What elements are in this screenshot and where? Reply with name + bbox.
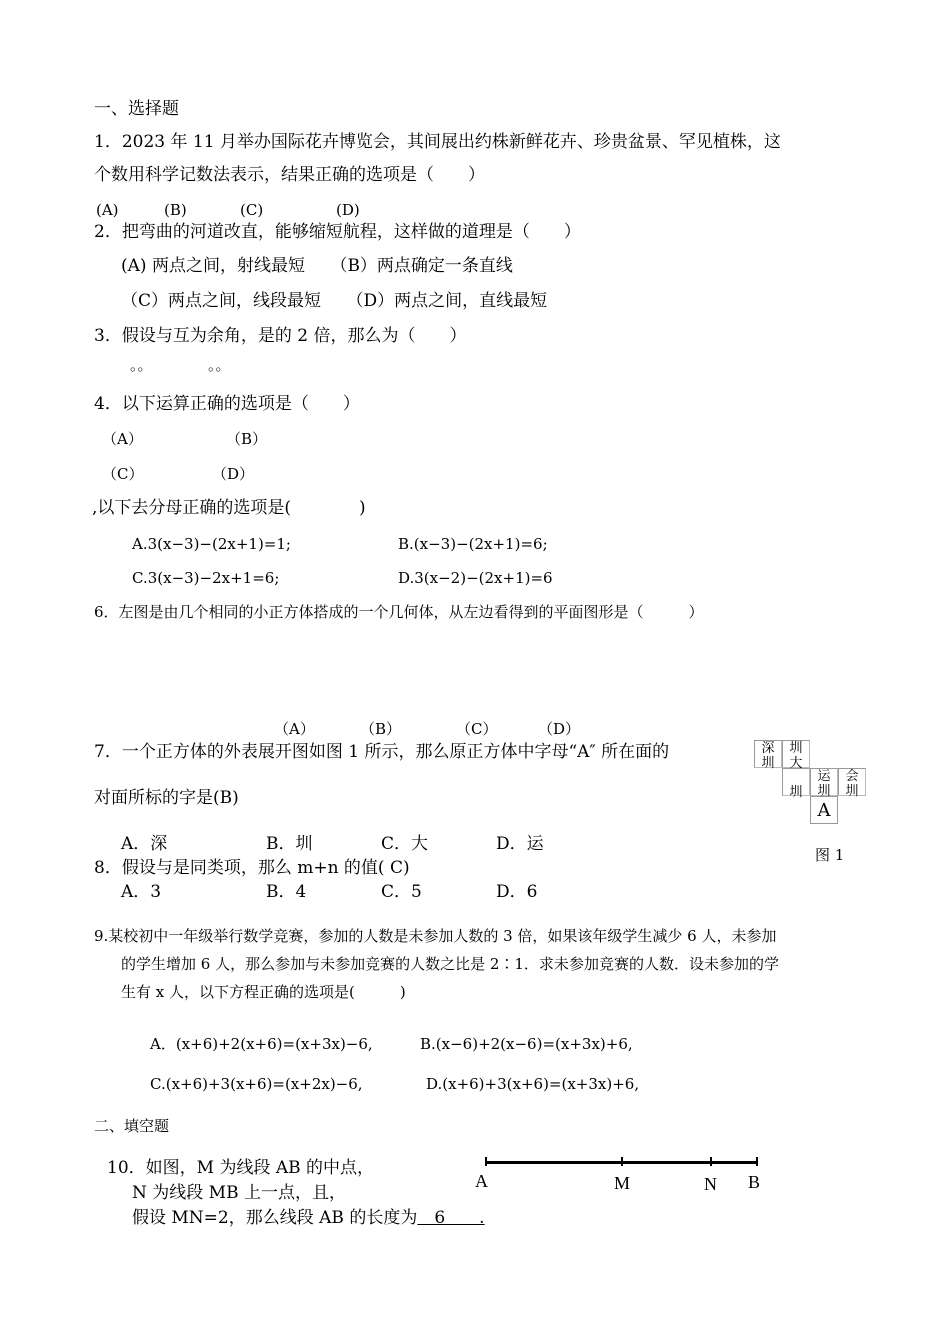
net-face-5-char1: 会 (845, 769, 859, 784)
q6-option-c: （C） (456, 720, 498, 738)
q10-line1: 10．如图，M 为线段 AB 的中点， (107, 1158, 375, 1178)
q5-option-c: C.3(x−3)−2x+1=6; (132, 569, 280, 587)
q1-option-b: (B) (164, 201, 187, 219)
q7-option-d: D．运 (496, 834, 544, 854)
q2-options-row1: (A) 两点之间，射线最短 （B）两点确定一条直线 (121, 256, 513, 276)
q8-option-c: C．5 (381, 882, 422, 902)
q2-options-row2: （C）两点之间，线段最短 （D）两点之间，直线最短 (121, 291, 548, 311)
q6-option-b: （B） (360, 720, 402, 738)
q7-option-b: B．圳 (266, 834, 313, 854)
net-face-2-char2: 大 (789, 756, 803, 771)
q5-option-d: D.3(x−2)−(2x+1)=6 (398, 569, 553, 587)
net-face-2-char1: 圳 (789, 741, 803, 756)
q5-option-b: B.(x−3)−(2x+1)=6; (398, 535, 548, 553)
q1-option-c: (C) (240, 201, 264, 219)
q10-line2: N 为线段 MB 上一点，且， (132, 1183, 346, 1203)
net-face-5-char2: 圳 (845, 784, 859, 799)
q8-option-d: D．6 (496, 882, 538, 902)
net-face-a: A (810, 796, 838, 824)
q8-option-b: B．4 (266, 882, 307, 902)
section-fill-heading: 二、填空题 (94, 1117, 170, 1135)
q9-option-a: A．(x+6)+2(x+6)=(x+3x)−6, (150, 1035, 373, 1053)
q7-line2: 对面所标的字是(B) (94, 788, 239, 808)
q1-option-a: (A) (96, 201, 119, 219)
q6-option-d: （D） (538, 720, 581, 738)
net-face-2 (782, 740, 810, 771)
net-face-3-char1: 圳 (789, 785, 803, 800)
q7-line1: 7．一个正方体的外表展开图如图 1 所示，那么原正方体中字母“A″ 所在面的 (94, 742, 670, 762)
q9-line1: 9.某校初中一年级举行数学竞赛，参加的人数是未参加人数的 3 倍，如果该年级学生减少 6 人，未参加 (94, 927, 777, 945)
net-face-4 (810, 768, 838, 799)
net-face-1 (754, 740, 782, 771)
q9-option-b: B.(x−6)+2(x−6)=(x+3x)+6, (420, 1035, 633, 1053)
tick-a (485, 1157, 487, 1166)
label-b: B (748, 1172, 761, 1192)
tick-b (756, 1157, 758, 1166)
q10-question: 假设 MN=2，那么线段 AB 的长度为 (132, 1208, 418, 1228)
figure-1-caption: 图 1 (815, 846, 845, 864)
tick-n (710, 1157, 712, 1166)
net-face-1-char2: 圳 (761, 756, 775, 771)
q8-text: 8．假设与是同类项，那么 m+n 的值( C) (94, 858, 410, 878)
q10-answer: 6 . (417, 1208, 485, 1228)
q7-option-c: C．大 (381, 834, 429, 854)
net-face-3 (782, 768, 810, 800)
q4-option-a: （A） (102, 430, 143, 448)
q5-option-a: A.3(x−3)−(2x+1)=1; (132, 535, 291, 553)
q1-line1: 1．2023 年 11 月举办国际花卉博览会，其间展出约株新鲜花卉、珍贵盆景、罕见植株，这 (94, 132, 781, 152)
q3-text: 3．假设与互为余角，是的 2 倍，那么为（ ） (94, 326, 467, 346)
label-a: A (475, 1171, 488, 1191)
net-face-4-char1: 运 (817, 769, 831, 784)
q9-option-c: C.(x+6)+3(x+6)=(x+2x)−6, (150, 1075, 363, 1093)
net-face-4-char2: 圳 (817, 784, 831, 799)
net-face-1-char1: 深 (761, 741, 775, 756)
q3-options-cd: 。。 (208, 356, 231, 374)
label-n: N (704, 1174, 717, 1194)
section-choice-heading: 一、选择题 (94, 99, 179, 119)
q4-option-b: （B） (226, 430, 268, 448)
q2-text: 2．把弯曲的河道改直，能够缩短航程，这样做的道理是（ ） (94, 222, 581, 242)
q4-text: 4．以下运算正确的选项是（ ） (94, 394, 360, 414)
q4-option-c: （C） (102, 465, 144, 483)
tick-m (621, 1157, 623, 1166)
q6-option-a: （A） (274, 720, 315, 738)
q6-text: 6．左图是由几个相同的小正方体搭成的一个几何体，从左边看得到的平面图形是（ ） (94, 603, 704, 621)
q1-option-d: (D) (336, 201, 360, 219)
q7-option-a: A．深 (121, 834, 168, 854)
label-m: M (614, 1173, 631, 1193)
q3-options-ab: 。。 (130, 356, 153, 374)
net-face-5 (838, 768, 866, 799)
q4-option-d: （D） (212, 465, 255, 483)
q9-line2: 的学生增加 6 人，那么参加与未参加竞赛的人数之比是 2∶1．求未参加竞赛的人数．设未参加的学 (121, 955, 779, 973)
q5-text: ,以下去分母正确的选项是( ) (92, 498, 366, 518)
q9-option-d: D.(x+6)+3(x+6)=(x+3x)+6, (426, 1075, 640, 1093)
q1-line2: 个数用科学记数法表示，结果正确的选项是（ ） (94, 165, 485, 185)
q8-option-a: A．3 (121, 882, 162, 902)
q9-line3: 生有 x 人，以下方程正确的选项是( ) (121, 983, 406, 1001)
q10-line3 (132, 1207, 485, 1229)
